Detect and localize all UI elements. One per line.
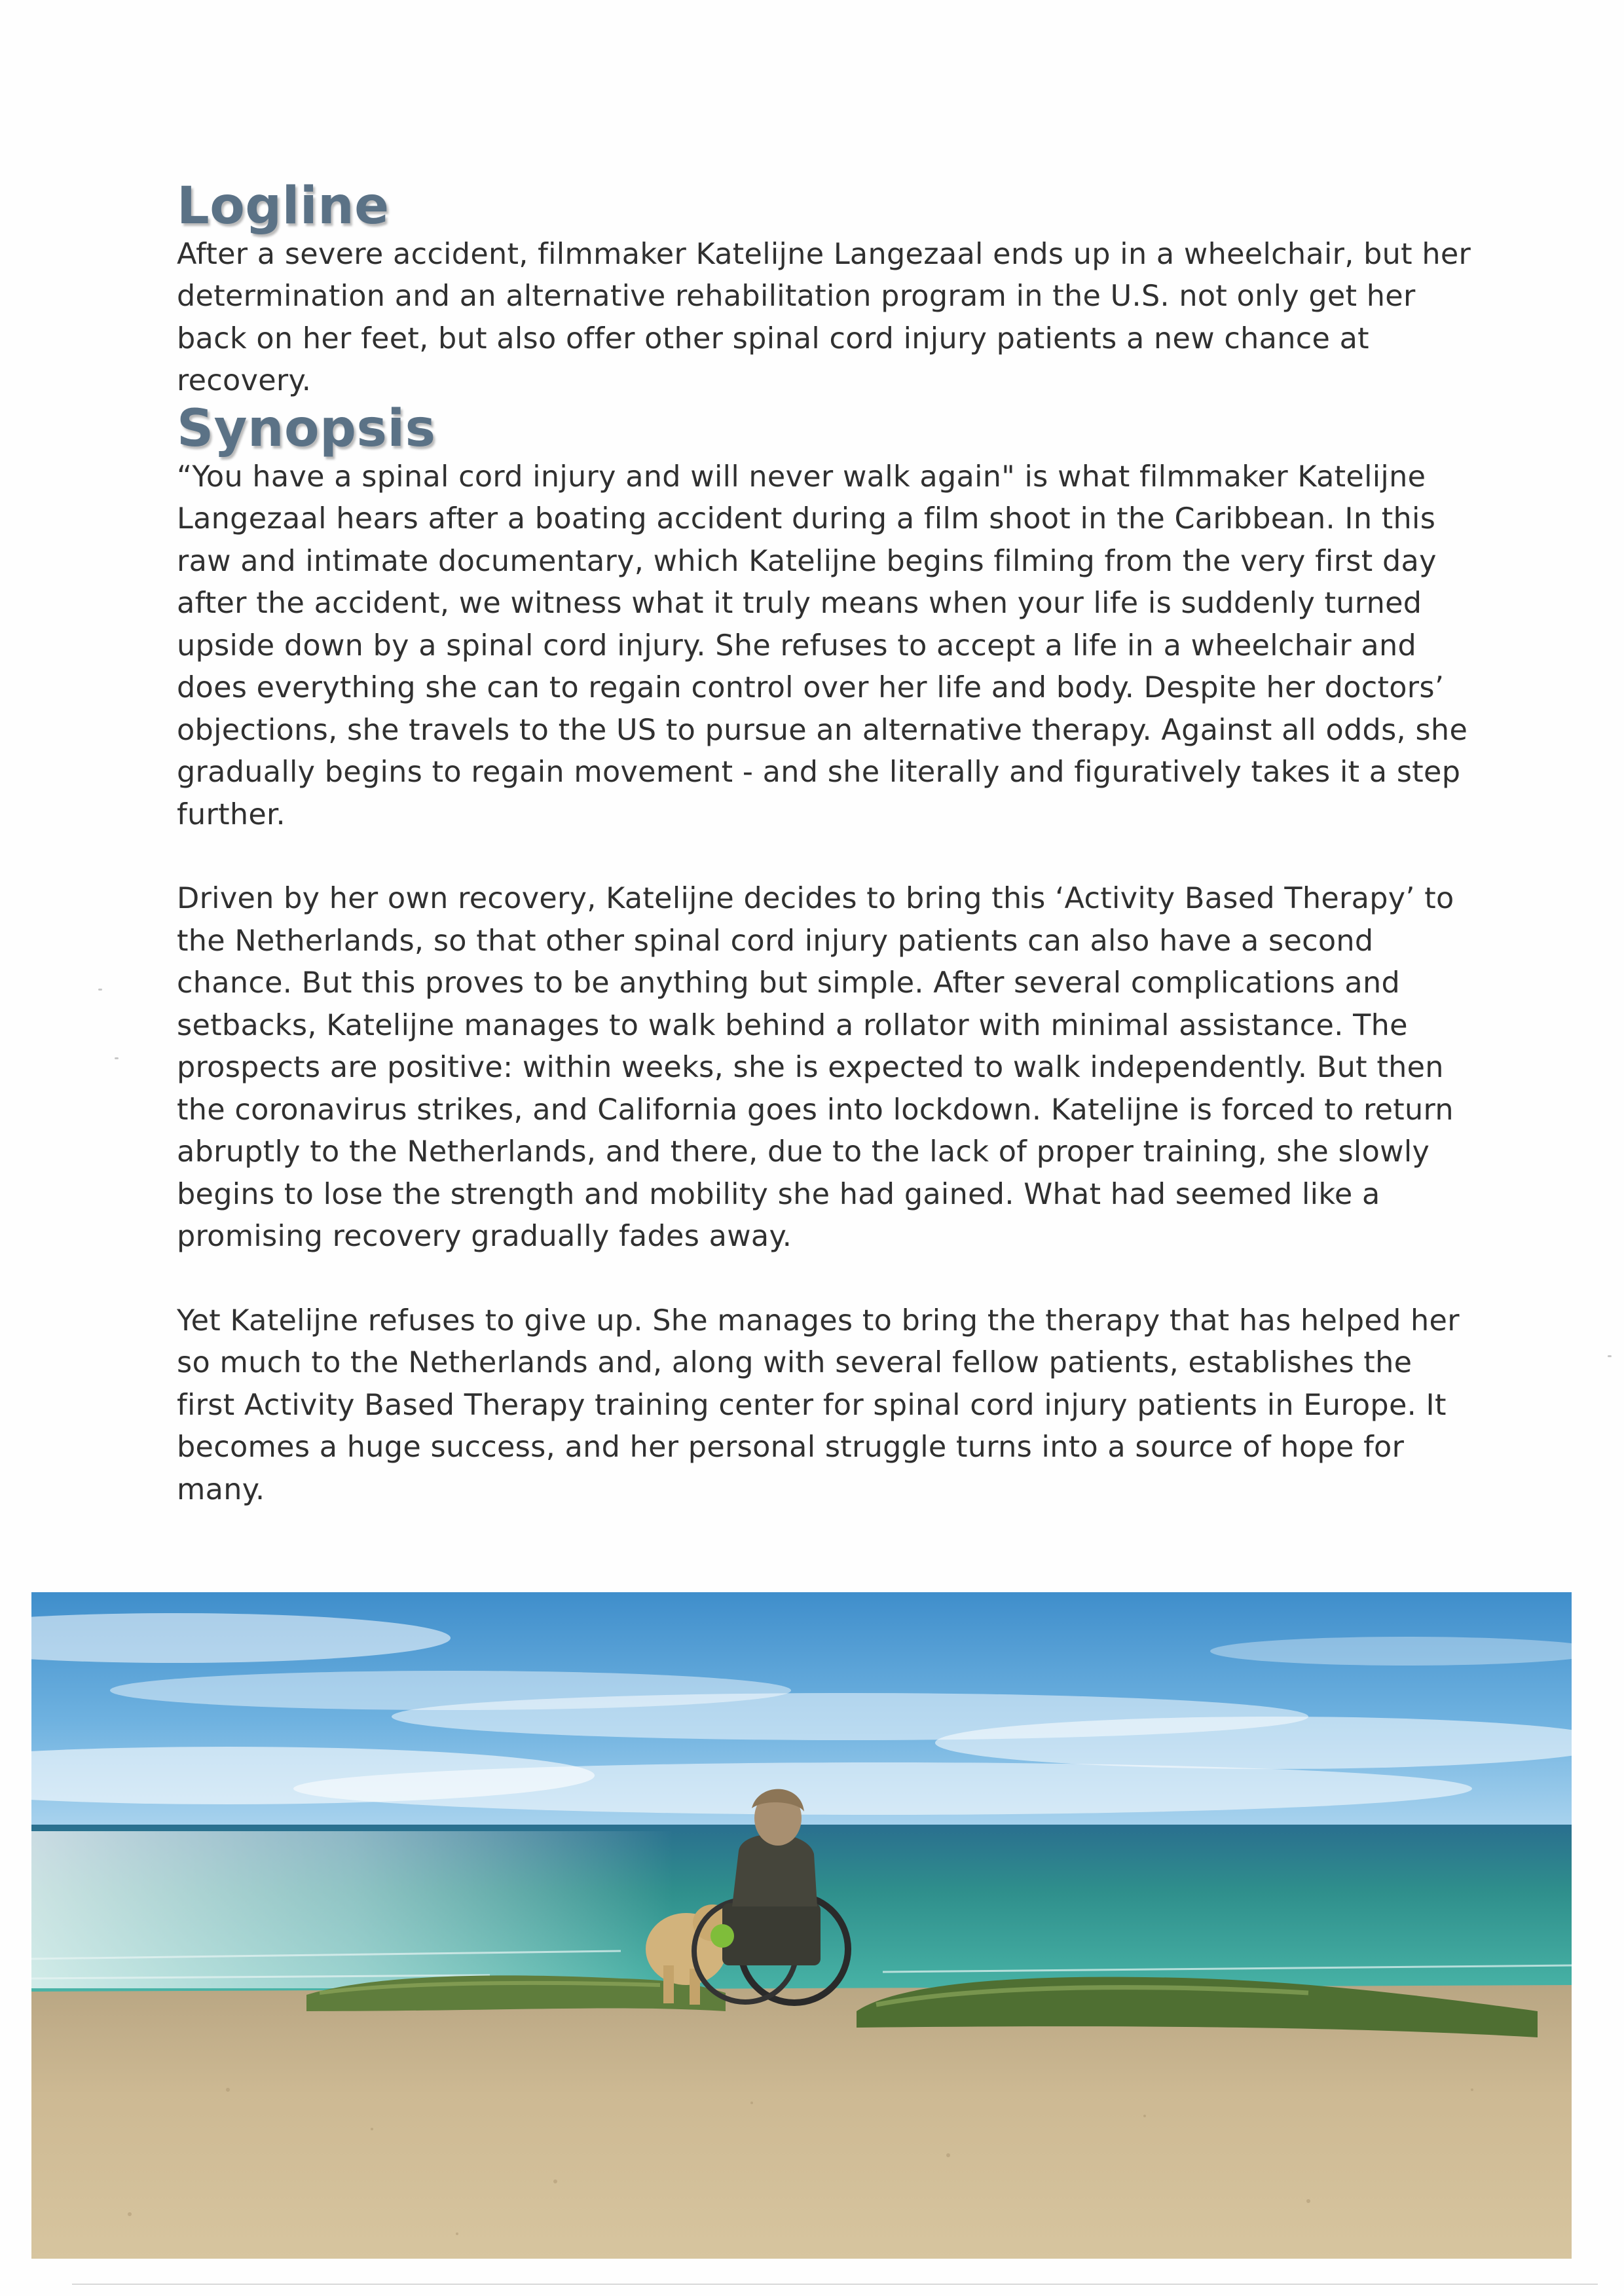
beach-photo-illustration (31, 1592, 1572, 2259)
logline-text: After a severe accident, filmmaker Katelijne Langezaal ends up in a wheelchair, but her determination and an alternative rehabilitation program in the U.S. not only get her back on her feet, but also offer other spinal cord injury patients a new chance at recovery. (177, 237, 1471, 398)
logline-heading: Logline (177, 177, 390, 236)
synopsis-paragraph-1: “You have a spinal cord injury and will never walk again" is what filmmaker Katelijne Langezaal hears after a boating accident during a film shoot in the Caribbean. In this raw and intimate documentary, which Katelijne begins filming from the very first day after the accident, we witness what it truly means when your life is suddenly turned upside down by a spinal cord injury. She refuses to accept a life in a wheelchair and does everything she can to regain control over her life and body. Despite her doctors’ objections, she travels to the US to pursue an alternative therapy. Against all odds, she gradually begins to regain movement - and she literally and figuratively takes it a step further. (177, 460, 1468, 831)
beach-photo (31, 1592, 1572, 2259)
scan-speck (98, 989, 102, 991)
page-bottom-rule (72, 2284, 1598, 2285)
scan-speck (1608, 1355, 1612, 1357)
synopsis-paragraph-2: Driven by her own recovery, Katelijne decides to bring this ‘Activity Based Therapy’ to the Netherlands, so that other spinal cord injury patients can also have a second chance. But this proves to be anything but simple. After several complications and setbacks, Katelijne manages to walk behind a rollator with minimal assistance. The prospects are positive: within weeks, she is expected to walk independently. But then the coronavirus strikes, and California goes into lockdown. Katelijne is forced to return abruptly to the Netherlands, and there, due to the lack of proper training, she slowly begins to lose the strength and mobility she had gained. What had seemed like a promising recovery gradually fades away. (177, 882, 1454, 1254)
synopsis-heading: Synopsis (177, 399, 436, 458)
scan-speck (115, 1057, 119, 1059)
synopsis-paragraph-3: Yet Katelijne refuses to give up. She manages to bring the therapy that has helped her so much to the Netherlands and, along with several fellow patients, establishes the first Activity Based Therapy training center for spinal cord injury patients in Europe. It becomes a huge success, and her personal struggle turns into a source of hope for many. (177, 1303, 1460, 1506)
document-content (177, 177, 1473, 1511)
